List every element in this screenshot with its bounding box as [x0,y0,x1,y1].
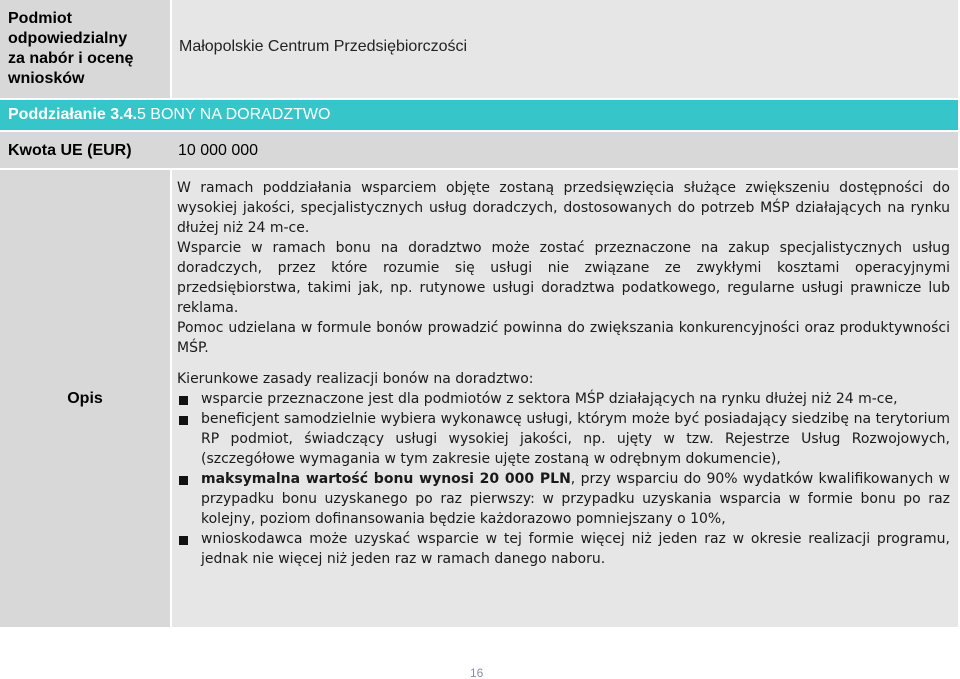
list-item-text: beneficjent samodzielnie wybiera wykonawcę usługi, którym może być posiadający siedzibę na terytorium RP podmiot, świadczący usługi wysokiej jakości, np. ujęty w tzw. Rejestrze Usług Rozwojowych, (szczegółowe wymagania w tym zakresie ujęte zostaną w odrębnym dokumencie), [201,411,950,467]
measure-header [0,100,958,130]
subject-row [0,0,958,98]
subject-label-line: Podmiot [8,10,72,27]
subject-value: Małopolskie Centrum Przedsiębiorczości [172,0,958,98]
measure-name: 5 BONY NA DORADZTWO [136,106,331,123]
list-item-text: wsparcie przeznaczone jest dla podmiotów z sektora MŚP działających na rynku dłużej niż 24 m-ce, [201,391,898,407]
description-label: Opis [0,170,170,627]
budget-label-cell [0,132,958,168]
square-bullet-icon [179,476,188,485]
subject-label-line: odpowiedzialny [8,30,128,47]
list-item [177,409,950,469]
square-bullet-icon [179,396,188,405]
square-bullet-icon [179,536,188,545]
page-number: 16 [470,666,484,679]
measure-title [8,106,330,124]
list-item-text: , przy wsparciu do 90% wydatków kwalifikowanych w przypadku bonu uzyskanego po raz pierwszy: w przypadku uzyskania wsparcia w formie bonu po raz kolejny, poziom dofinansowania będzie każdorazowo pomniejszany o 10%, [201,471,950,527]
budget-row [0,132,958,168]
list-item [177,529,950,569]
subject-label-line: za nabór i ocenę [8,50,134,67]
description-body [172,170,958,627]
description-paragraph: Pomoc udzielana w formule bonów prowadzić powinna do zwiększania konkurencyjności oraz produktywności MŚP. [177,320,950,356]
list-item [177,389,950,409]
rules-list [177,389,950,569]
subject-label [0,0,170,98]
list-item-bold-text: maksymalna wartość bonu wynosi 20 000 PLN [201,471,571,487]
description-paragraph: W ramach poddziałania wsparciem objęte zostaną przedsięwzięcia służące zwiększeniu dostępności do wysokiej jakości, specjalistycznych usług doradczych, dostosowanych do potrzeb MŚP działających na rynku dłużej niż 24 m-ce. [177,180,950,236]
rules-heading: Kierunkowe zasady realizacji bonów na doradztwo: [177,371,534,387]
square-bullet-icon [179,416,188,425]
description-row [0,170,958,627]
measure-prefix: Poddziałanie 3.4. [8,106,137,123]
budget-label: Kwota UE (EUR) [8,142,132,159]
subject-label-line: wniosków [8,70,85,87]
budget-value: 10 000 000 [178,142,259,159]
list-item-text: wnioskodawca może uzyskać wsparcie w tej formie więcej niż jeden raz w okresie realizacji programu, jednak nie więcej niż jeden raz w ramach danego naboru. [201,531,950,567]
description-paragraph: Wsparcie w ramach bonu na doradztwo może zostać przeznaczone na zakup specjalistycznych usług doradczych, przez które rozumie się usługi nie związane ze zwykłymi kosztami operacyjnymi przedsiębiorstwa, takimi jak, np. rutynowe usługi doradztwa podatkowego, regularne usługi prawnicze lub reklama. [177,240,950,316]
list-item [177,469,950,529]
